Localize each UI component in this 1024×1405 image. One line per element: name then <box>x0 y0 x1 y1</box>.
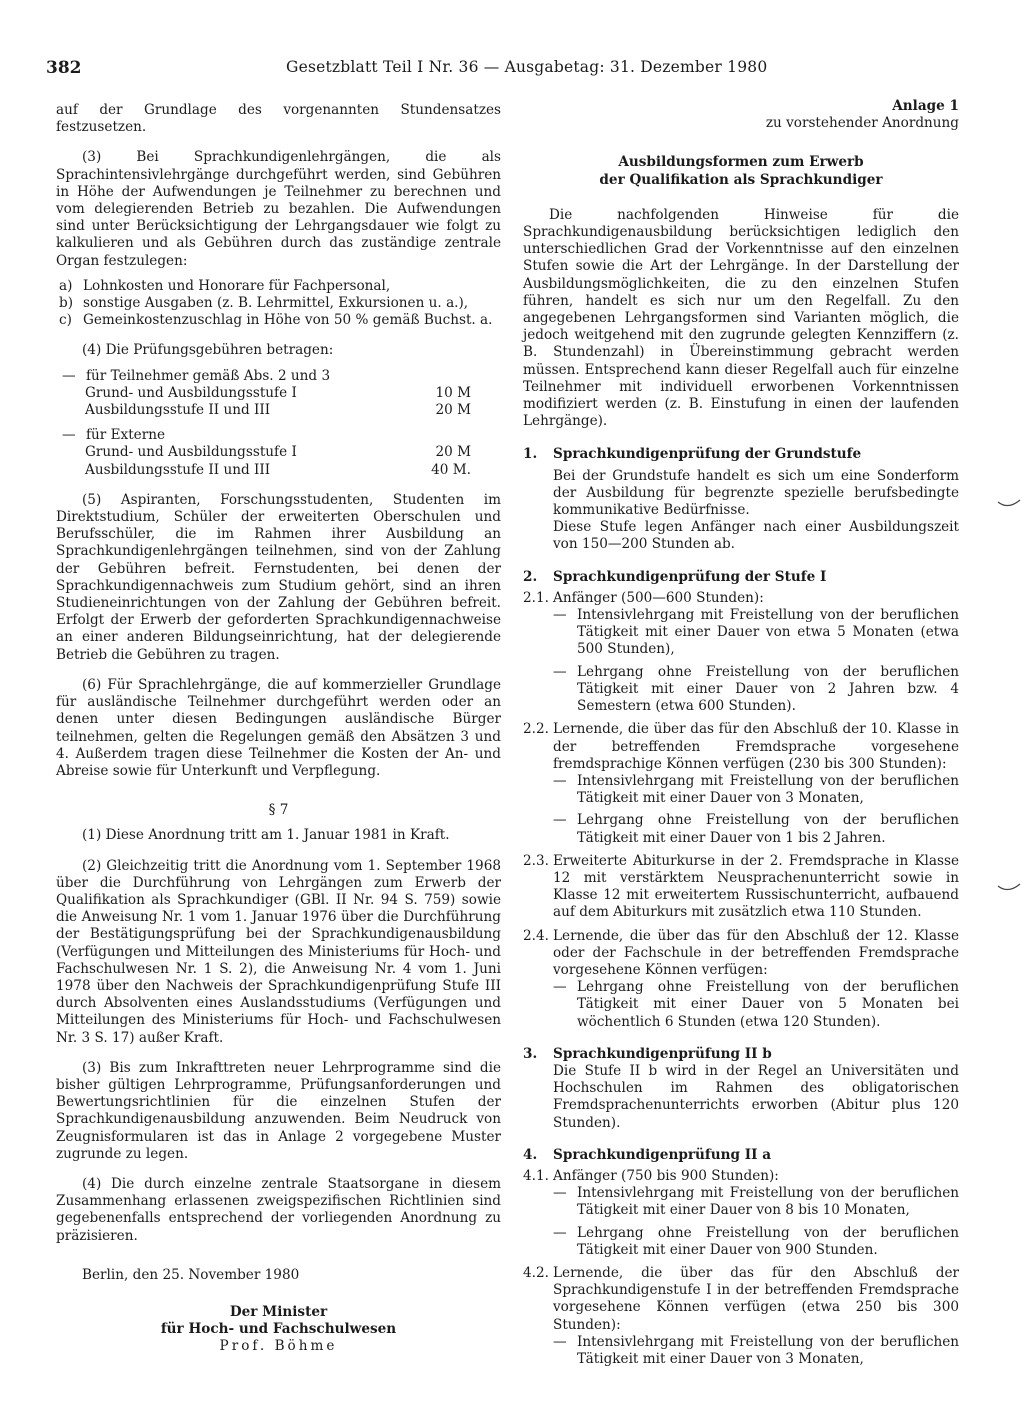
list-text: Lehrgang ohne Freistellung von der beruflichen Tätigkeit mit einer Dauer von 5 Monaten bei wöchentlich 6 Stunden (etwa 120 Stunden). <box>577 979 959 1030</box>
fee-group-participants <box>56 368 501 420</box>
list-label: a) <box>59 277 73 294</box>
paragraph-6: (6) Für Sprachlehrgänge, die auf kommerzieller Grundlage für ausländische Teilnehmer durchgeführt werden oder an denen unter diesen Bedingungen ausländische Bürger teilnehmen, gelten die Regelungen gemäß den Absätzen 3 und 4. Außerdem tragen diese Teilnehmer die Kosten der An- und Abreise sowie für Unterkunft und Verpflegung. <box>56 676 501 779</box>
section-number: 3. <box>523 1045 538 1062</box>
list-item <box>523 607 959 659</box>
section-7-paragraph-3: (3) Bis zum Inkrafttreten neuer Lehrprogramme sind die bisher gültigen Lehrprogramme, Prüfungsanforderungen und Bewertungsrichtlinien für die einzelnen Stufen der Sprachkundigenausbildung anzuwenden. Beim Neudruck von Zeugnisformularen ist das in Anlage 2 vorgegebene Muster zugrunde zu legen. <box>56 1059 501 1162</box>
left-column <box>56 102 501 1356</box>
section-1-text: Bei der Grundstufe handelt es sich um eine Sonderform der Ausbildung für begrenzte spezielle berufsbedingte kommunikative Bedürfnisse. <box>553 467 959 519</box>
dash: — <box>553 812 567 829</box>
subsection-text: Anfänger (750 bis 900 Stunden): <box>553 1167 779 1184</box>
fee-amount: 40 M. <box>431 461 471 478</box>
list-label: c) <box>59 312 72 329</box>
fee-row <box>56 385 501 402</box>
subsection-number: 2.2. <box>523 721 549 738</box>
list-text: Intensivlehrgang mit Freistellung von der beruflichen Tätigkeit mit einer Dauer von etwa 5 Monaten (etwa 500 Stunden), <box>577 607 959 658</box>
list-item <box>56 295 501 312</box>
fee-label: Ausbildungsstufe II und III <box>85 461 271 478</box>
fee-row <box>56 444 501 461</box>
list-text: Lohnkosten und Honorare für Fachpersonal, <box>83 277 391 294</box>
subsection-number: 2.3. <box>523 852 549 869</box>
subsection-number: 4.1. <box>523 1167 549 1184</box>
section-number: 4. <box>523 1146 538 1163</box>
section-7-paragraph-2: (2) Gleichzeitig tritt die Anordnung vom 1. September 1968 über die Durchführung von Lehrgängen zum Erwerb der Qualifikation als Sprachkundiger (GBl. II Nr. 94 S. 759) sowie die Anweisung Nr. 1 vom 1. Januar 1976 über die Durchführung der Bestätigungsprüfung bei der Sprachkundigenausbildung (Verfügungen und Mitteilungen des Ministeriums für Hoch- und Fachschulwesen Nr. 1 S. 2), die Anweisung Nr. 4 vom 1. Juni 1978 über den Nachweis der Sprachkundigenprüfung Stufe III durch Absolventen eines Auslandsstudiums (Verfügungen und Mitteilungen des Ministeriums für Hoch- und Fachschulwesen Nr. 3 S. 17) außer Kraft. <box>56 857 501 1046</box>
place-date: Berlin, den 25. November 1980 <box>82 1266 300 1283</box>
list-text: Lehrgang ohne Freistellung von der beruflichen Tätigkeit mit einer Dauer von 900 Stunden. <box>577 1224 959 1258</box>
signer-name: Prof. Böhme <box>219 1338 338 1355</box>
section-title: Sprachkundigenprüfung II b <box>553 1045 772 1062</box>
dash: — <box>553 607 567 624</box>
list-item <box>523 664 959 716</box>
subsection-text: Erweiterte Abiturkurse in der 2. Fremdsprache in Klasse 12 mit verstärktem Neusprachenunterricht sowie in Klasse 12 mit erweitertem Russischunterricht, aufbauend auf dem Abiturkurs mit zusätzlich etwa 110 Stunden. <box>553 852 959 921</box>
signer-title: Der Minister <box>229 1303 328 1320</box>
list-item <box>523 773 959 807</box>
fee-label: Ausbildungsstufe II und III <box>85 402 271 419</box>
section-3-text: Die Stufe II b wird in der Regel an Universitäten und Hochschulen im Rahmen des obligatorischen Fremdsprachenunterrichts erworben (Abitur plus 120 Stunden). <box>553 1062 959 1131</box>
list-item <box>523 1185 959 1219</box>
margin-mark <box>996 880 1022 896</box>
section-number: 1. <box>523 446 538 463</box>
fee-group-externals <box>56 427 501 479</box>
list-text: Gemeinkostenzuschlag in Höhe von 50 % gemäß Buchst. a. <box>83 312 493 329</box>
subsection-text: Anfänger (500—600 Stunden): <box>553 589 764 606</box>
fee-amount: 10 M <box>435 384 471 401</box>
list-item <box>56 278 501 295</box>
subsection-number: 4.2. <box>523 1264 549 1281</box>
annex-title-line-1: Ausbildungsformen zum Erwerb <box>618 154 864 171</box>
annex-label: Anlage 1 <box>892 98 959 114</box>
subsection-2-4 <box>523 928 959 980</box>
subsection-number: 2.1. <box>523 589 549 606</box>
fee-label: Grund- und Ausbildungsstufe I <box>85 444 297 461</box>
annex-subtitle: zu vorstehender Anordnung <box>765 115 959 132</box>
section-1-heading <box>523 446 959 463</box>
page-title: Gesetzblatt Teil I Nr. 36 — Ausgabetag: 31. Dezember 1980 <box>286 58 768 76</box>
list-text: Lehrgang ohne Freistellung von der beruflichen Tätigkeit mit einer Dauer von 1 bis 2 Jahren. <box>577 812 959 846</box>
list-text: Intensivlehrgang mit Freistellung von der beruflichen Tätigkeit mit einer Dauer von 8 bis 10 Monaten, <box>577 1185 959 1219</box>
subsection-number: 2.4. <box>523 927 549 944</box>
paragraph-3: (3) Bei Sprachkundigenlehrgängen, die als Sprachintensivlehrgänge durchgeführt werden, sind Gebühren in Höhe der Aufwendungen je Teilnehmer zu berechnen und vom delegierenden Betrieb zu bezahlen. Die Aufwendungen sind unter Berücksichtigung der Lehrgangsdauer wie folgt zu kalkulieren und als Gebühren durch das zuständige zentrale Organ festzulegen: <box>56 149 501 269</box>
fee-amount: 20 M <box>435 444 471 461</box>
list-item <box>523 812 959 846</box>
dash: — <box>62 427 76 444</box>
annex-title-line-2: der Qualifikation als Sprachkundiger <box>599 171 883 188</box>
fee-row <box>56 462 501 479</box>
subsection-4-1 <box>523 1168 959 1185</box>
subsection-text: Lernende, die über das für den Abschluß der Sprachkundigenstufe I in der betreffenden Fremdsprache vorgesehene Können verfügen (etwa 250 bis 300 Stunden): <box>553 1264 959 1333</box>
section-3-heading <box>523 1046 959 1063</box>
dash: — <box>553 979 567 996</box>
list-text: Lehrgang ohne Freistellung von der beruflichen Tätigkeit mit einer Dauer von 2 Jahren bzw. 4 Semestern (etwa 600 Stunden). <box>577 663 959 715</box>
margin-mark <box>996 496 1022 512</box>
fee-heading-text: für Teilnehmer gemäß Abs. 2 und 3 <box>86 367 331 384</box>
fee-label: Grund- und Ausbildungsstufe I <box>85 384 297 401</box>
right-column <box>523 98 959 1368</box>
list-item <box>523 1225 959 1259</box>
dash: — <box>553 1333 567 1350</box>
subsection-4-2 <box>523 1265 959 1334</box>
cost-list <box>56 278 501 330</box>
fee-group-heading <box>56 427 501 444</box>
dash: — <box>62 367 76 384</box>
subsection-2-2 <box>523 721 959 773</box>
dash: — <box>553 663 567 680</box>
page-header <box>0 58 1024 84</box>
dash: — <box>553 1224 567 1241</box>
fee-amount: 20 M <box>435 402 471 419</box>
dash: — <box>553 1185 567 1202</box>
fee-group-heading <box>56 368 501 385</box>
section-7-paragraph-1: (1) Diese Anordnung tritt am 1. Januar 1981 in Kraft. <box>82 827 450 844</box>
section-1-text-2: Diese Stufe legen Anfänger nach einer Ausbildungszeit von 150—200 Stunden ab. <box>553 519 959 553</box>
fee-heading-text: für Externe <box>86 427 166 444</box>
list-item <box>56 312 501 329</box>
intro-paragraph: auf der Grundlage des vorgenannten Stundensatzes festzusetzen. <box>56 102 501 136</box>
list-text: Intensivlehrgang mit Freistellung von der beruflichen Tätigkeit mit einer Dauer von 3 Monaten, <box>577 1333 959 1367</box>
section-title: Sprachkundigenprüfung der Grundstufe <box>553 446 862 463</box>
subsection-text: Lernende, die über das für den Abschluß der 10. Klasse in der betreffenden Fremdsprache vorgesehene fremdsprachige Können verfügen (230 bis 300 Stunden): <box>553 721 959 772</box>
subsection-2-1 <box>523 590 959 607</box>
paragraph-4: (4) Die Prüfungsgebühren betragen: <box>82 342 334 359</box>
list-label: b) <box>59 295 74 312</box>
list-text: sonstige Ausgaben (z. B. Lehrmittel, Exkursionen u. a.), <box>83 295 469 312</box>
section-7-paragraph-4: (4) Die durch einzelne zentrale Staatsorgane in diesem Zusammenhang erlassenen zweigspezifischen Richtlinien sind gegebenenfalls entsprechend der vorliegenden Anordnung zu präzisieren. <box>56 1175 501 1244</box>
section-title: Sprachkundigenprüfung II a <box>553 1146 772 1163</box>
section-title: Sprachkundigenprüfung der Stufe I <box>553 568 827 585</box>
signer-department: für Hoch- und Fachschulwesen <box>160 1321 397 1338</box>
section-number: 2. <box>523 568 538 585</box>
paragraph-5: (5) Aspiranten, Forschungsstudenten, Studenten im Direktstudium, Schüler der erweiterten Oberschulen und Berufsschüler, die im Rahmen ihrer Ausbildung an Sprachkundigenlehrgängen teilnehmen, sind von der Zahlung der Gebühren befreit. Fernstudenten, bei denen der Sprachkundigennachweis zum Studium gehört, sind an ihren Studieneinrichtungen von der Zahlung der Gebühren befreit. Erfolgt der Erwerb der geforderten Sprachkundigennachweise an einer anderen Bildungseinrichtung, hat der delegierende Betrieb die Gebühren zu tragen. <box>56 491 501 663</box>
dash: — <box>553 772 567 789</box>
section-2-heading <box>523 569 959 586</box>
section-heading: § 7 <box>268 802 289 819</box>
subsection-2-3 <box>523 853 959 922</box>
fee-row <box>56 402 501 419</box>
section-4-heading <box>523 1147 959 1164</box>
list-text: Intensivlehrgang mit Freistellung von der beruflichen Tätigkeit mit einer Dauer von 3 Monaten, <box>577 772 959 807</box>
list-item <box>523 1334 959 1368</box>
subsection-text: Lernende, die über das für den Abschluß der 12. Klasse oder der Fachschule in der betreffenden Fremdsprache vorgesehene Können verfügen: <box>553 927 959 978</box>
page-number: 382 <box>46 58 82 78</box>
annex-intro: Die nachfolgenden Hinweise für die Sprachkundigenausbildung berücksichtigen lediglich den unterschiedlichen Grad der Vorkenntnisse auf den einzelnen Stufen sowie die Art der Lehrgänge. In der Darstellung der Ausbildungsmöglichkeiten, die zu den einzelnen Stufen führen, handelt es sich nur um den Regelfall. Zu den angegebenen Lehrgangsformen sind Varianten möglich, die jedoch weitgehend mit den zugrunde gelegten Kennziffern (z. B. Stundenzahl) in Übereinstimmung gebracht werden müssen. Entsprechend kann dieser Regelfall auch für einzelne Teilnehmer mit individuell erworbenen Vorkenntnissen modifiziert werden (z. B. Einstufung in einen der laufenden Lehrgänge). <box>523 206 959 430</box>
list-item <box>523 979 959 1031</box>
